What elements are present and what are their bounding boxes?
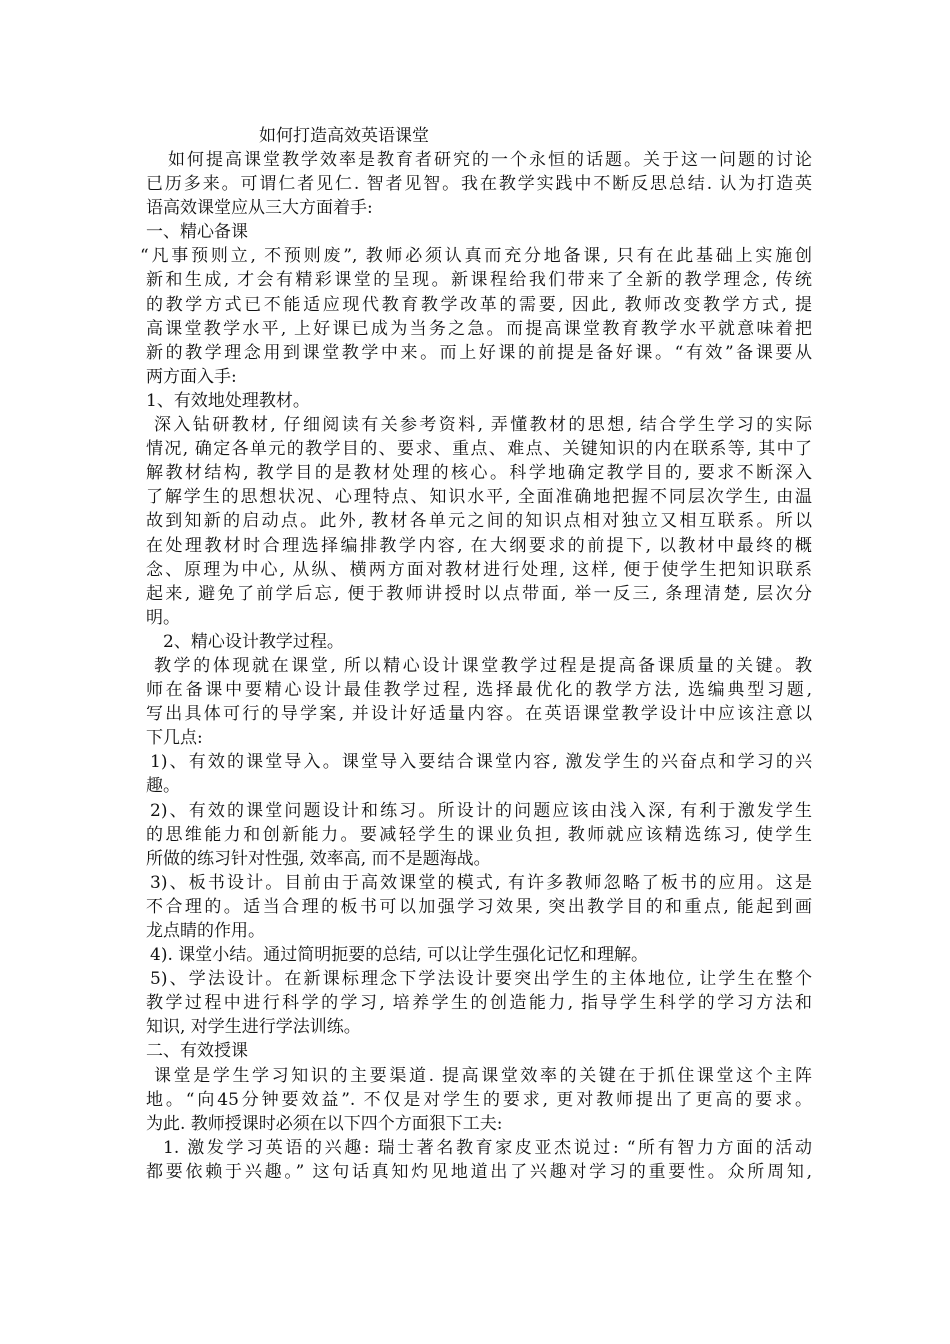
paragraph-line: 课堂是学生学习知识的主要渠道. 提高课堂效率的关键在于抓住课堂这个主阵 — [154, 1065, 812, 1086]
list-item-line: 不合理的。适当合理的板书可以加强学习效果, 突出教学目的和重点, 能起到画 — [146, 896, 812, 917]
list-item-line: 的思维能力和创新能力。要减轻学生的课业负担, 教师就应该精选练习, 使学生 — [146, 824, 812, 845]
paragraph-line: 深入钻研教材, 仔细阅读有关参考资料, 弄懂教材的思想, 结合学生学习的实际 — [154, 415, 812, 436]
section-heading-1: 一、精心备课 — [146, 222, 248, 243]
paragraph-line: 两方面入手: — [146, 366, 237, 387]
list-item-line: 趣。 — [146, 776, 180, 797]
paragraph-line: 1. 激发学习英语的兴趣: 瑞士著名教育家皮亚杰说过: “所有智力方面的活动 — [163, 1137, 812, 1158]
paragraph-line: 在处理教材时合理选择编排教学内容, 在大纲要求的前提下, 以教材中最终的概 — [146, 535, 812, 556]
paragraph-line: 教学的体现就在课堂, 所以精心设计课堂教学过程是提高备课质量的关键。教 — [154, 655, 812, 676]
paragraph-line: 如何提高课堂教学效率是教育者研究的一个永恒的话题。关于这一问题的讨论 — [168, 150, 812, 170]
paragraph-line: 高课堂教学水平, 上好课已成为当务之急。而提高课堂教育教学水平就意味着把 — [146, 318, 812, 339]
paragraph-line: 情况, 确定各单元的教学目的、要求、重点、难点、关键知识的内在联系等, 其中了 — [146, 439, 812, 460]
section-heading-2: 二、有效授课 — [146, 1041, 248, 1062]
list-item-line: 2)、有效的课堂问题设计和练习。所设计的问题应该由浅入深, 有利于激发学生 — [150, 800, 812, 821]
list-item-line: 教学过程中进行科学的学习, 培养学生的创造能力, 指导学生科学的学习方法和 — [146, 993, 812, 1014]
paragraph-line: 都要依赖于兴趣。” 这句话真知灼见地道出了兴趣对学习的重要性。众所周知, — [146, 1161, 812, 1182]
paragraph-line: 的教学方式已不能适应现代教育教学改革的需要, 因此, 教师改变教学方式, 提 — [146, 294, 812, 315]
paragraph-line: 为此. 教师授课时必须在以下四个方面狠下工夫: — [146, 1113, 503, 1134]
list-item-line: 龙点睛的作用。 — [146, 921, 265, 941]
paragraph-line: 下几点: — [146, 728, 203, 749]
paragraph-line: 写出具体可行的导学案, 并设计好适量内容。在英语课堂教学设计中应该注意以 — [146, 704, 812, 725]
paragraph-line: 已历多来。可谓仁者见仁. 智者见智。我在教学实践中不断反思总结. 认为打造英 — [146, 174, 812, 195]
paragraph-line: 新的教学理念用到课堂教学中来。而上好课的前提是备好课。“有效”备课要从 — [146, 342, 812, 363]
paragraph-line: 解教材结构, 教学目的是教材处理的核心。科学地确定教学目的, 要求不断深入 — [146, 463, 812, 484]
document-title: 如何打造高效英语课堂 — [259, 126, 429, 146]
list-item-line: 所做的练习针对性强, 效率高, 而不是题海战。 — [146, 848, 491, 869]
list-item-line: 5)、学法设计。在新课标理念下学法设计要突出学生的主体地位, 让学生在整个 — [150, 969, 812, 990]
paragraph-line: 故到知新的启动点。此外, 教材各单元之间的知识点相对独立又相互联系。所以 — [146, 511, 812, 532]
paragraph-line: 师在备课中要精心设计最佳教学过程, 选择最优化的教学方法, 选编典型习题, — [146, 680, 812, 701]
paragraph-line: 新和生成, 才会有精彩课堂的呈现。新课程给我们带来了全新的教学理念, 传统 — [146, 270, 812, 291]
paragraph-line: “凡事预则立, 不预则废”, 教师必须认真而充分地备课, 只有在此基础上实施创 — [140, 246, 812, 267]
paragraph-line: 明。 — [146, 607, 180, 628]
list-item-line: 3)、板书设计。目前由于高效课堂的模式, 有许多教师忽略了板书的应用。这是 — [150, 872, 812, 893]
document-page — [140, 124, 812, 1184]
paragraph-line: 起来, 避免了前学后忘, 便于教师讲授时以点带面, 举一反三, 条理清楚, 层次分 — [146, 583, 812, 604]
list-item-line: 1)、有效的课堂导入。课堂导入要结合课堂内容, 激发学生的兴奋点和学习的兴 — [150, 752, 812, 773]
paragraph-line: 念、原理为中心, 从纵、横两方面对教材进行处理, 这样, 便于使学生把知识联系 — [146, 559, 812, 580]
list-item-line: 知识, 对学生进行学法训练。 — [146, 1017, 361, 1038]
subsection-heading: 2、精心设计教学过程。 — [163, 631, 344, 652]
paragraph-line: 语高效课堂应从三大方面着手: — [146, 198, 373, 219]
list-item-line: 4). 课堂小结。通过简明扼要的总结, 可以让学生强化记忆和理解。 — [150, 945, 649, 966]
paragraph-line: 地。“向45分钟要效益”. 不仅是对学生的要求, 更对教师提出了更高的要求。 — [146, 1089, 812, 1110]
subsection-heading: 1、有效地处理教材。 — [146, 390, 310, 411]
paragraph-line: 了解学生的思想状况、心理特点、知识水平, 全面准确地把握不同层次学生, 由温 — [146, 487, 812, 508]
